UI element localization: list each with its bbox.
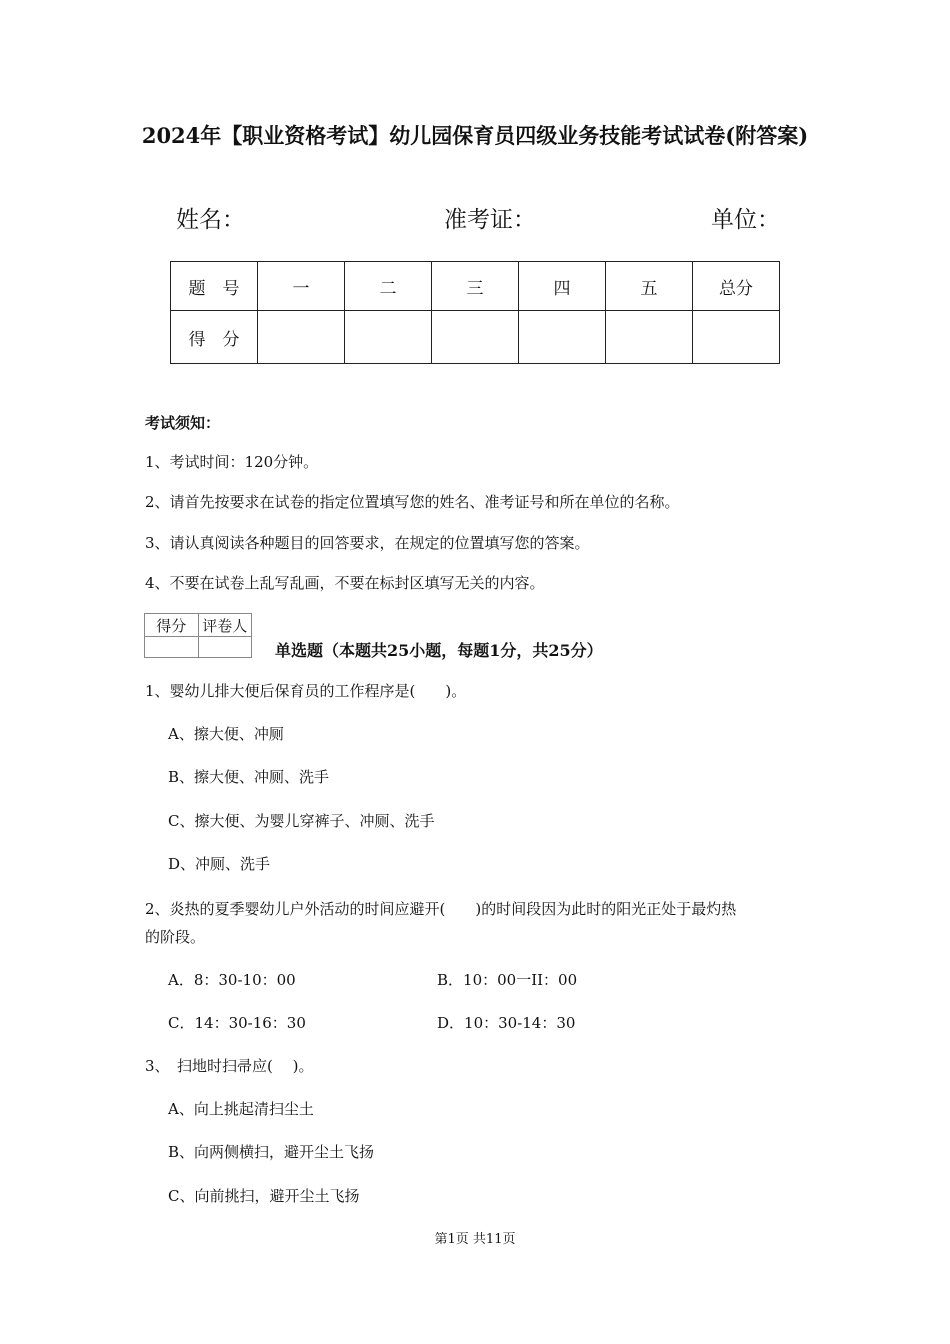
page-title: 2024年【职业资格考试】幼儿园保育员四级业务技能考试试卷(附答案)	[141, 123, 809, 148]
question-stem: 1、婴幼儿排大便后保育员的工作程序是( )。	[145, 682, 467, 700]
grader-score-label: 得分	[145, 614, 199, 637]
question-option: C、向前挑扫，避开尘土飞扬	[168, 1187, 360, 1205]
question-option: B．10：00一II：00	[437, 971, 578, 989]
notice-item: 4、不要在试卷上乱写乱画，不要在标封区填写无关的内容。	[145, 574, 545, 592]
question-stem: 3、 扫地时扫帚应( )。	[145, 1057, 314, 1075]
score-cell[interactable]	[345, 311, 432, 364]
notice-item: 3、请认真阅读各种题目的回答要求，在规定的位置填写您的答案。	[145, 534, 590, 552]
score-header-total: 总分	[693, 262, 780, 311]
question-option: B、向两侧横扫，避开尘土飞扬	[168, 1143, 375, 1161]
score-cell[interactable]	[693, 311, 780, 364]
question-stem: 2、炎热的夏季婴幼儿户外活动的时间应避开( )的时间段因为此时的阳光正处于最灼热	[145, 900, 737, 918]
score-cell[interactable]	[432, 311, 519, 364]
name-label: 姓名：	[176, 207, 245, 233]
question-option: A．8：30-10：00	[168, 971, 296, 989]
score-cell[interactable]	[519, 311, 606, 364]
question-option: C．14：30-16：30	[168, 1014, 306, 1032]
unit-label: 单位：	[711, 207, 780, 233]
score-row-label: 得 分	[171, 311, 258, 364]
score-header-4: 四	[519, 262, 606, 311]
notice-title: 考试须知：	[145, 414, 221, 432]
question-option: D、冲厕、洗手	[168, 855, 271, 873]
notice-item: 1、考试时间：120分钟。	[145, 453, 319, 471]
notice-item: 2、请首先按要求在试卷的指定位置填写您的姓名、准考证号和所在单位的名称。	[145, 493, 680, 511]
question-option: B、擦大便、冲厕、洗手	[168, 768, 330, 786]
score-cell[interactable]	[258, 311, 345, 364]
score-header-label: 题 号	[171, 262, 258, 311]
section-title: 单选题（本题共25小题，每题1分，共25分）	[275, 641, 603, 660]
question-option: A、擦大便、冲厕	[168, 725, 284, 743]
grader-score-cell[interactable]	[145, 637, 199, 658]
score-header-2: 二	[345, 262, 432, 311]
grader-name-cell[interactable]	[198, 637, 252, 658]
score-header-5: 五	[606, 262, 693, 311]
score-header-3: 三	[432, 262, 519, 311]
exam-id-label: 准考证：	[444, 207, 536, 233]
grader-name-label: 评卷人	[198, 614, 252, 637]
grader-table	[144, 613, 252, 658]
question-stem-continued: 的阶段。	[145, 928, 206, 946]
score-header-1: 一	[258, 262, 345, 311]
page-footer: 第1页 共11页	[434, 1232, 516, 1247]
question-option: D．10：30-14：30	[437, 1014, 576, 1032]
question-option: A、向上挑起清扫尘土	[168, 1100, 314, 1118]
question-option: C、擦大便、为婴儿穿裤子、冲厕、洗手	[168, 812, 435, 830]
score-table	[170, 261, 780, 364]
score-cell[interactable]	[606, 311, 693, 364]
